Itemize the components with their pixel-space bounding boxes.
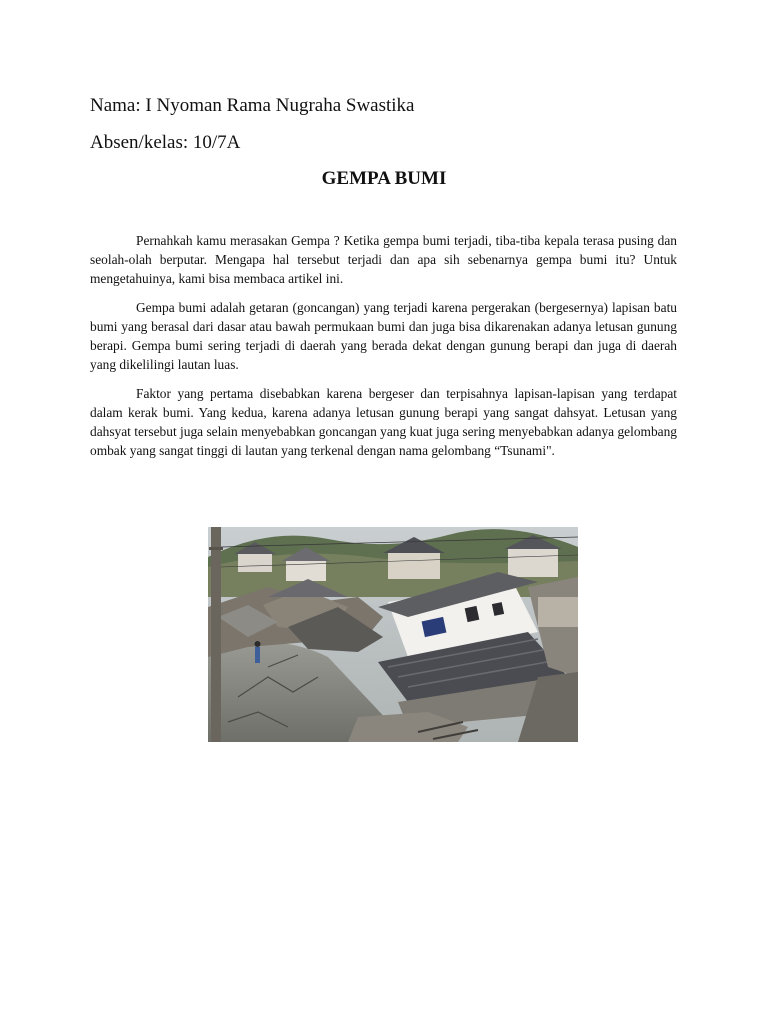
earthquake-damage-photo (208, 527, 578, 742)
paragraph-1: Pernahkah kamu merasakan Gempa ? Ketika gempa bumi terjadi, tiba-tiba kepala terasa pusing dan seolah-olah berputar. Mengapa hal tersebut terjadi dan apa sih sebenarnya gempa bumi itu? Untuk mengetahuinya, kami bisa membaca artikel ini. (90, 233, 677, 286)
document-body (90, 231, 677, 470)
student-class: Absen/kelas: 10/7A (90, 132, 241, 153)
student-name: Nama: I Nyoman Rama Nugraha Swastika (90, 95, 415, 116)
document-title: GEMPA BUMI (321, 168, 447, 189)
paragraph-2: Gempa bumi adalah getaran (goncangan) yang terjadi karena pergerakan (bergesernya) lapisan batu bumi yang berasal dari dasar atau bawah permukaan bumi dan juga bisa dikarenakan adanya letusan gunung berapi. Gempa bumi sering terjadi di daerah yang berada dekat dengan gunung berapi dan juga di daerah yang dikelilingi lautan luas. (90, 300, 677, 372)
paragraph-3: Faktor yang pertama disebabkan karena bergeser dan terpisahnya lapisan-lapisan yang terdapat dalam kerak bumi. Yang kedua, karena adanya letusan gunung berapi yang sangat dahsyat. Letusan yang dahsyat tersebut juga selain menyebabkan goncangan yang kuat juga sering menyebabkan adanya gelombang ombak yang sangat tinggi di lautan yang terkenal dengan nama gelombang “Tsunami". (90, 386, 677, 458)
